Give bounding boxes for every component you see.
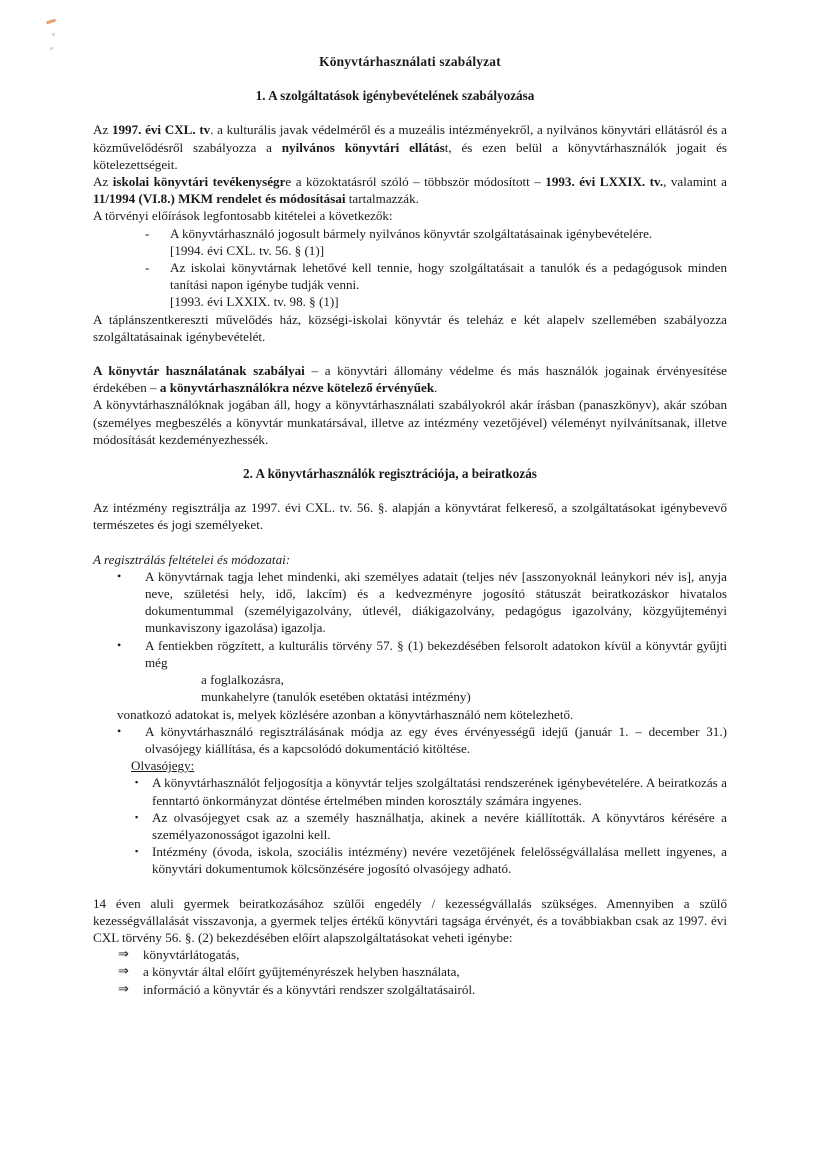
scan-speck — [50, 47, 53, 50]
registration-list — [93, 568, 727, 706]
paragraph: A könyvtárhasználóknak jogában áll, hogy a könyvtárhasználati szabályokról akár írásban (panaszkönyv), akár szóban (személyes megbeszélés a könyvtár munkatársával, illetve az intézmény vezetőjével) véleményt nyilvánítsanak, illetve módosítását kezdeményezhessék. — [93, 397, 727, 447]
scan-mark — [46, 19, 56, 25]
bullet-marker: • — [117, 637, 122, 652]
document-content — [93, 53, 727, 998]
section-2-heading: 2. A könyvtárhasználók regisztrációja, a beiratkozás — [243, 466, 537, 482]
list-item: • A fentiekben rögzített, a kulturális törvény 57. § (1) bekezdésében felsorolt adatokon kívül a könyvtár gyűjti még a foglalkozásra, munkahelyre (tanulók esetében oktatási intézmény) — [117, 637, 727, 705]
section-1-heading: 1. A szolgáltatások igénybevételének szabályozása — [255, 88, 535, 104]
paragraph: Az iskolai könyvtári tevékenységre a közoktatásról szóló – többször módosított – 1993. évi LXXIX. tv., valamint a 11/1994 (VI.8.) MKM rendelet és módosításai tartalmazzák. — [93, 174, 727, 207]
bullet-marker: • — [117, 568, 122, 583]
dash-marker: - — [145, 225, 150, 241]
square-marker: ▪ — [135, 777, 139, 788]
law-points-list — [93, 225, 727, 311]
subheading: A regisztrálás feltételei és módozatai: — [93, 551, 291, 567]
paragraph: A könyvtár használatának szabályai – a könyvtári állomány védelme és más használók jogainak érvényesítése érdekében – a könyvtárhasználókra nézve kötelező érvényűek. — [93, 363, 727, 396]
list-item: - Az iskolai könyvtárnak lehetővé kell tennie, hogy szolgáltatásait a tanulók és a pedagógusok minden tanítási napon igénybe tudják venni. [1993. évi LXXIX. tv. 98. § (1)] — [145, 260, 727, 310]
olvasojegy-list — [93, 774, 727, 877]
paragraph: 14 éven aluli gyermek beiratkozásához szülői engedély / kezességvállalás szükséges. Amennyiben a szülő kezességvállalását visszavonja, a gyermek teljes értékű könyvtári tagsága érvényét, és a továbbiakban csak az 1997. évi CXL törvény 56. §. (2) bekezdésében előírt alapszolgáltatásokat veheti igénybe: — [93, 895, 727, 945]
bullet-marker: • — [117, 723, 122, 738]
list-item: ⇒ a könyvtár által előírt gyűjteményrészek helyben használata, — [118, 964, 460, 980]
law-reference: [1993. évi LXXIX. tv. 98. § (1)] — [170, 294, 339, 310]
square-marker: ▪ — [135, 846, 139, 857]
registration-list — [93, 723, 727, 878]
list-item: ▪ Az olvasójegyet csak az a személy használhatja, akinek a nevére kiállították. A könyvtáros kérésére a személyazonosságot igazolni kell. — [135, 809, 727, 842]
olvasojegy-label: Olvasójegy: — [131, 758, 195, 774]
paragraph: Az 1997. évi CXL. tv. a kulturális javak védelméről és a muzeális intézményekről, a nyilvános könyvtári ellátásról és a közművelődésről szabályozza a nyilvános könyvtári ellátást, és ezen belül a könyvtárhasználók jogait és kötelezettségeit. — [93, 122, 728, 172]
document-title: Könyvtárhasználati szabályzat — [319, 54, 501, 69]
list-item: ▪ Intézmény (óvoda, iskola, szociális intézmény) nevére vezetőjének felelősségvállalása mellett ingyenes, a könyvtári dokumentumok kölcsönzésére jogosító olvasójegy adható. — [135, 844, 727, 877]
paragraph: A táplánszentkereszti művelődés ház, községi-iskolai könyvtár és teleház e két alapelv szellemében szabályozza szolgáltatásainak igénybevételét. — [93, 311, 727, 344]
list-item: • A könyvtárnak tagja lehet mindenki, aki személyes adatait (teljes név [asszonyoknál leánykori név is], anyja neve, születési hely, idő, lakcím) és a kedvezményre jogosító státuszát beiratkozáskor hivatalos dokumentummal (személyigazolvány, útlevél, diákigazolvány, pedagógus igazolvány, közgyűjteményi munkaviszony igazolása) igazolja. — [117, 568, 727, 636]
law-reference: [1994. évi CXL. tv. 56. § (1)] — [170, 242, 325, 258]
paragraph: A törvényi előírások legfontosabb kitételei a következők: — [93, 208, 393, 224]
arrow-icon: ⇒ — [118, 947, 129, 963]
paragraph: vonatkozó adatokat is, melyek közlésére azonban a könyvtárhasználó nem kötelezhető. — [117, 706, 574, 722]
list-item: • A könyvtárhasználó regisztrálásának módja az egy éves érvényességű idejű (január 1. – december 31.) olvasójegy kiállítása, és a kapcsolódó dokumentáció kitöltése. Olvasójegy: ▪ A könyvtárhasználót feljogosítja a könyvtár teljes szolgáltatási rendszerének igénybevételére. A beiratkozás a fenntartó önkormányzat döntése értelmében minden korosztály számára ingyenes. ▪ Az olvasójegyet csak az a személy használhatja, akinek a nevére kiállították. A könyvtáros kérésére a személyazonosságot igazolni kell. ▪ Intézmény (óvoda, iskola, szociális intézmény) nevére vezetőjének felelősségvállalása mellett ingyenes, a könyvtári dokumentumok kölcsönzésére jogosító olvasójegy adható. — [93, 723, 727, 878]
arrow-icon: ⇒ — [118, 964, 129, 980]
list-item: ⇒ információ a könyvtár és a könyvtári rendszer szolgáltatásairól. — [118, 981, 476, 997]
square-marker: ▪ — [135, 811, 139, 822]
paragraph: Az intézmény regisztrálja az 1997. évi CXL. tv. 56. §. alapján a könyvtárat felkereső, a szolgáltatásokat igénybevevő természetes és jogi személyeket. — [93, 500, 727, 533]
list-item: ⇒ könyvtárlátogatás, — [118, 947, 240, 963]
list-item: ▪ A könyvtárhasználót feljogosítja a könyvtár teljes szolgáltatási rendszerének igénybevételére. A beiratkozás a fenntartó önkormányzat döntése értelmében minden korosztály számára ingyenes. — [135, 775, 727, 808]
arrow-icon: ⇒ — [118, 981, 129, 997]
scan-speck — [52, 33, 55, 36]
dash-marker: - — [145, 260, 150, 276]
list-item: - A könyvtárhasználó jogosult bármely nyilvános könyvtár szolgáltatásainak igénybevételére. [1994. évi CXL. tv. 56. § (1)] — [93, 225, 727, 259]
basic-services-list — [93, 946, 727, 998]
